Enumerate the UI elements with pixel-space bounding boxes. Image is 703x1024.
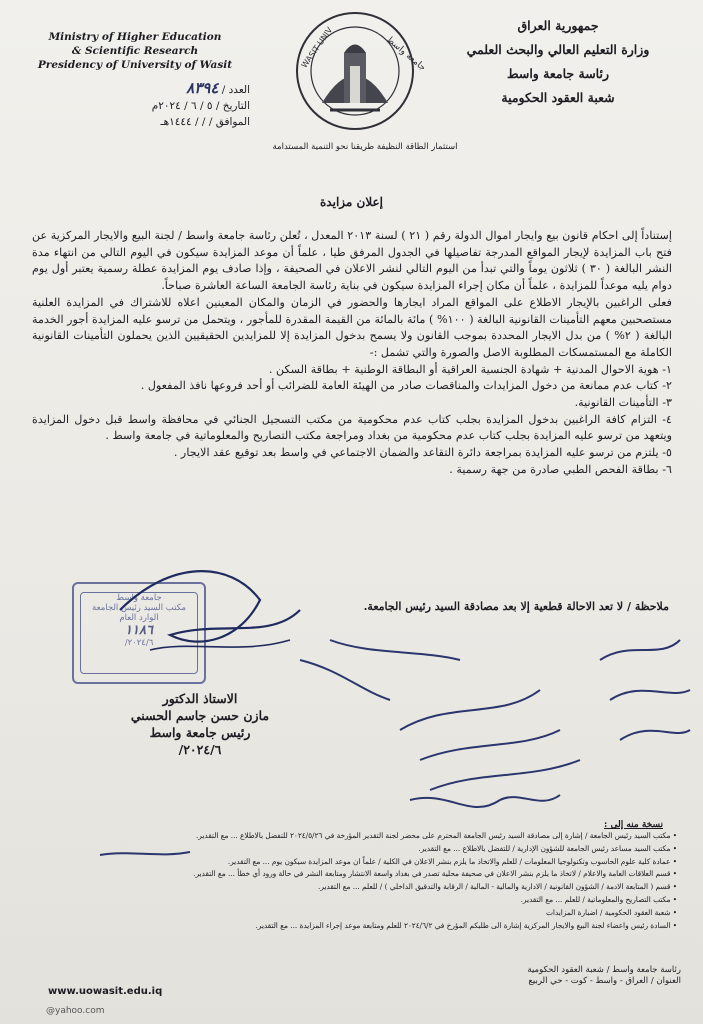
reference-hijri-date: الموافق / / / ١٤٤٤هـ: [160, 116, 250, 128]
handwritten-note-3: [600, 640, 690, 740]
list-item: ٤- التزام كافة الراغبين بدخول المزايدة بجلب كتاب عدم محكومية من مكتب التسجيل الجنائي في محافظة واسط قبل دخول المزايدة ويتعهد من ترسو عليه المزايدة بجلب كتاب عدم محكومية من بغداد ومراجعة مكتب التصاريح والمعلوماتية في جامعة واسط .: [32, 412, 672, 443]
slogan: استثمار الطاقة النظيفة طريقنا نحو التنمية المستدامة: [272, 142, 458, 152]
list-item: • مكتب السيد رئيس الجامعة / إشارة إلى مصادقة السيد رئيس الجامعة المحترم على محضر لجنة التقدير المؤرخة في ٢٠٢٤/٥/٢٦ للتفضل بالاطلاع ... مع التقدير.: [57, 830, 677, 843]
stamp-line-1: جامعة واسط: [116, 593, 162, 603]
paragraph-1: إستناداً إلى احكام قانون بيع وايجار اموال الدولة رقم ( ٢١ ) لسنة ٢٠١٣ المعدل ، تُعلن رئاسة جامعة واسط / لجنة البيع والايجار المركزية عن فتح باب المزايدة لإيجار المواقع المدرجة تفاصيلها في الجدول المرفق طيا ، علماً أن موعد المزايدة سيكون في اليوم التالي من انتهاء مدة النشر البالغة ( ٣٠ ) ثلاثون يوماً والتي تبدأ من اليوم التالي لنشر الاعلان في الصحيفة ، وإذا صادف يوم المزايدة عطلة رسمية يعتبر أول يوم دوام يليه موعداً للمزايدة ، علماً أن مكان إجراء المزايدة سيكون في بناية رئاسة الجامعة الساعة العاشرة صباحاً.: [32, 229, 673, 293]
footer-email: @yahoo.com: [46, 1006, 105, 1016]
list-item: ٦- بطاقة الفحص الطبي صادرة من جهة رسمية .: [449, 462, 672, 476]
university-name-en: Presidency of University of Wasit: [37, 59, 233, 71]
copies-list: [57, 830, 677, 932]
list-item: ٣- التأمينات القانونية.: [574, 396, 672, 410]
list-item: ١- هوية الاحوال المدنية + شهادة الجنسية العراقية أو البطاقة الوطنية + بطاقة السكن .: [268, 362, 672, 376]
country-name-ar: جمهورية العراق: [517, 18, 599, 33]
reference-number-value: ٨٣٩٤: [186, 79, 219, 97]
list-item: • السادة رئيس واعضاء لجنة البيع والايجار المركزية إشارة الى طلبكم المؤرخ في ٢٠٢٤/٦/٢ للعلم ومتابعة موعد إجراء المزايدة ... مع التقدير.: [57, 920, 677, 933]
list-item: • مكتب السيد مساعد رئيس الجامعة للشؤون الإدارية / للتفضل بالاطلاع ... مع التقدير.: [57, 843, 677, 856]
list-item: • عمادة كلية علوم الحاسوب وتكنولوجيا المعلومات / للعلم والاتخاذ ما يلزم بنشر الاعلان في الكلية / علماً ان موعد المزايدة سيكون يوم ... مع التقدير.: [57, 856, 677, 869]
reference-number: العدد / ٨٣٩٤: [186, 79, 250, 97]
footer-website: www.uowasit.edu.iq: [48, 986, 163, 997]
stamp-date: ٢٠٢٤/٦/: [124, 638, 154, 648]
reference-date: التاريخ / ٥ / ٦ / ٢٠٢٤م: [151, 100, 250, 112]
footer-address: العنوان / العراق - واسط - كوت - حي الربيع: [528, 976, 681, 986]
stamp-line-2: مكتب السيد رئيس الجامعة: [92, 603, 186, 613]
university-name-ar: رئاسة جامعة واسط: [506, 66, 609, 81]
ministry-subtitle-en: & Scientific Research: [71, 45, 199, 57]
document-title: إعلان مزايدة: [320, 195, 383, 209]
president-position: رئيس جامعة واسط: [149, 725, 251, 740]
department-name-ar: شعبة العقود الحكومية: [501, 90, 615, 105]
president-title: الاستاذ الدكتور: [162, 691, 238, 706]
stamp-line-3: الوارد العام: [119, 613, 159, 623]
president-date: ٢٠٢٤/٦/: [178, 742, 222, 757]
list-item: • مكتب التصاريح والمعلوماتية / للعلم ... مع التقدير.: [57, 894, 677, 907]
list-item: • قسم ( المتابعة الادمة / الشؤون القانونية / الادارية والمالية - المالية / الرقابة والتدقيق الداخلي ) / للعلم ... مع التقدير.: [57, 881, 677, 894]
note: ملاحظة / لا تعد الاحالة قطعية إلا بعد مصادقة السيد رئيس الجامعة.: [363, 600, 669, 613]
handwritten-signature-right: [410, 795, 560, 807]
handwritten-note-2: [400, 690, 580, 790]
list-item: • قسم العلاقات العامة والاعلام / لاتخاذ ما يلزم بنشر الاعلان في صحيفة محلية تصدر في بغداد واسعة الانتشار ومتابعة النشر في حالة ورود أي خطأ ... مع التقدير.: [57, 868, 677, 881]
stamp-number: ١١٨٦: [125, 623, 153, 638]
footer-arabic: [451, 965, 681, 987]
copies-title: نسخة منه إلى :: [604, 820, 663, 830]
list-item: ٢- كتاب عدم ممانعة من دخول المزايدات والمناقصات صادر من الهيئة العامة للضرائب أو أحد فروعها نافذ المفعول .: [140, 379, 672, 393]
paragraph-2: فعلى الراغبين بالإيجار الاطلاع على المواقع المراد ايجارها والحضور في الزمان والمكان المعينين اعلاه للاشتراك في المزايدة العلنية مستصحبين معهم التأمينات القانونية البالغة ( ١٠٠% ) مائة بالمائة من القيمة المقدرة للمأجور ، ويتحمل من ترسو عليه المزايدة أجور الخدمة البالغة ( ٢% ) من بدل الايجار المحددة بموجب القانون ولا يسمح بدخول المزايدة إلا للمزايدين الحقيقيين الذين يحملون التأمينات القانونية الكاملة مع المستمسكات المطلوبة الاصل والصورة والتي تشمل :-: [32, 295, 672, 359]
president-name: مازن حسن جاسم الحسني: [130, 708, 270, 723]
reference-hijri-value: / / ١٤٤٤هـ: [160, 116, 206, 128]
list-item: • شعبة العقود الحكومية / اضبارة المزايدات: [57, 907, 677, 920]
handwritten-note-1: [300, 640, 460, 700]
logo-text-en: WASIT UNIV: [299, 25, 335, 70]
reference-date-value: ٥ / ٦ / ٢٠٢٤م: [151, 100, 213, 112]
ministry-name-ar: وزارة التعليم العالي والبحث العلمي: [466, 42, 650, 57]
president-signature-tail: [150, 640, 290, 650]
ministry-name-en: Ministry of Higher Education: [48, 31, 222, 43]
list-item: ٥- يلتزم من ترسو عليه المزايدة بمراجعة دائرة التقاعد والضمان الاجتماعي في واسط بعد توقيع عقد الايجار .: [173, 446, 672, 460]
footer-department: رئاسة جامعة واسط / شعبة العقود الحكومية: [527, 965, 681, 975]
president-signature: [120, 571, 300, 641]
logo-text-ar: جامعة واسط: [384, 34, 428, 74]
president-signature-block: [110, 690, 290, 758]
